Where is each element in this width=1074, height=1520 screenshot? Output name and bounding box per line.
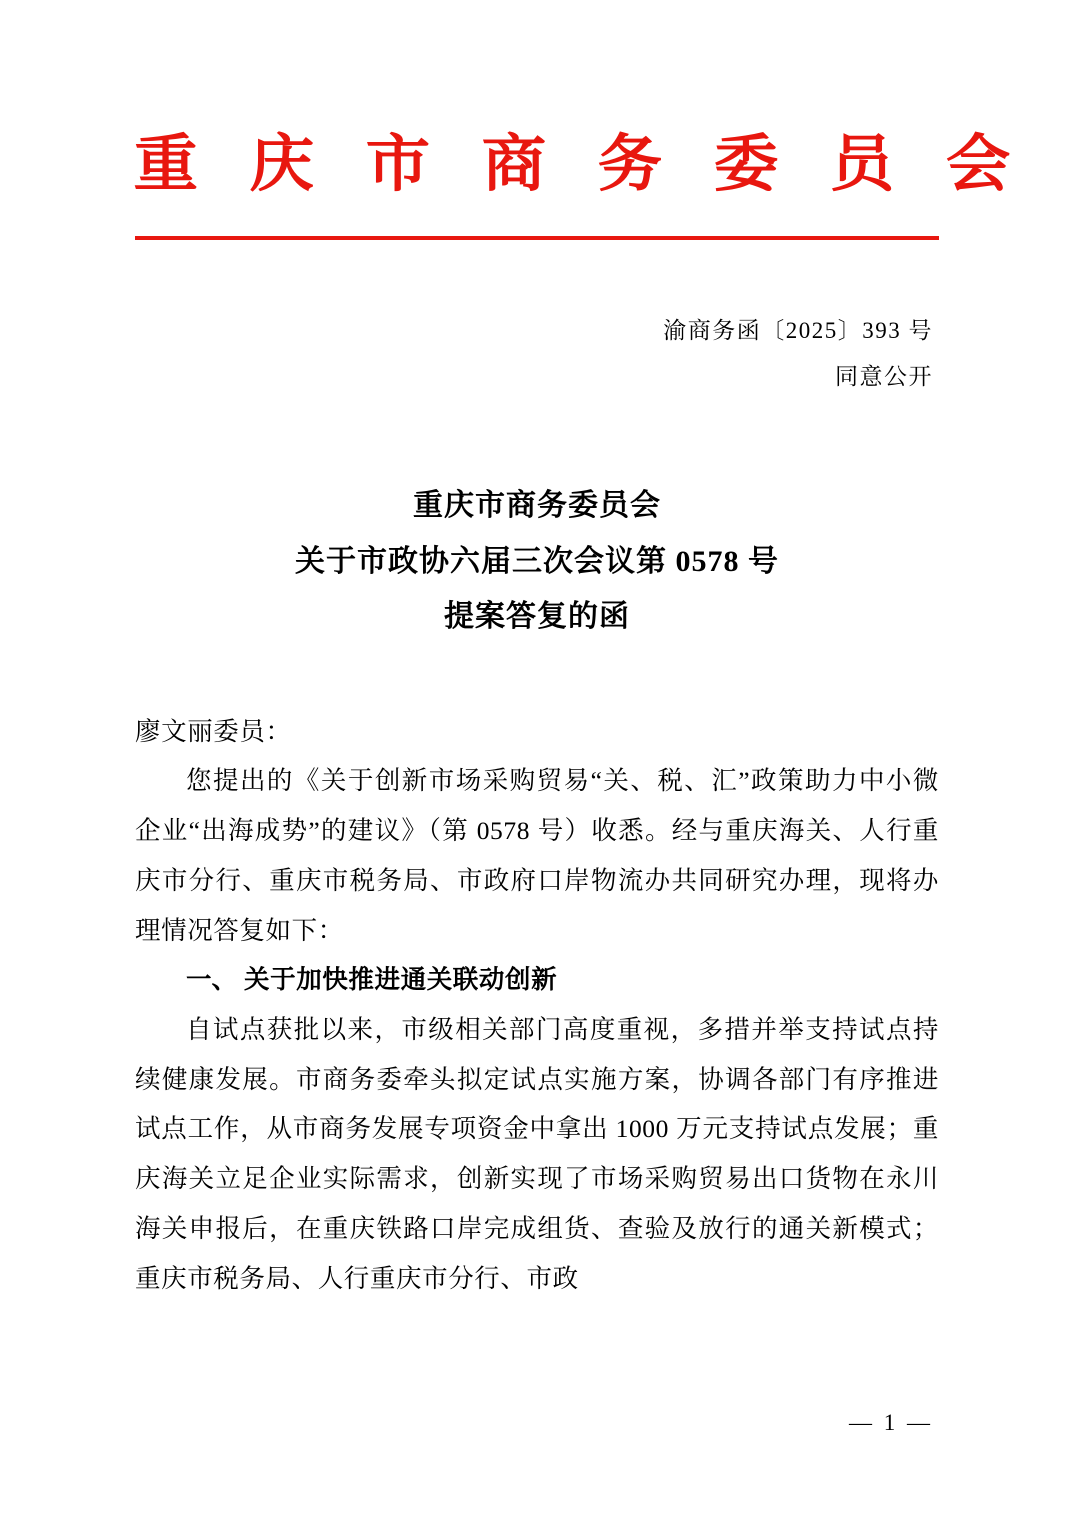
document-title-line-3: 提案答复的函: [444, 600, 630, 634]
section-heading-1-text: 关于加快推进通关联动创新: [244, 965, 558, 995]
body-paragraph-2: 自试点获批以来，市级相关部门高度重视，多措并举支持试点持续健康发展。市商务委牵头拟定试点实施方案，协调各部门有序推进试点工作，从市商务发展专项资金中拿出 1000 万元支持试点发展；重庆海关立足企业实际需求，创新实现了市场采购贸易出口货物在永川海关申报后，在重庆铁路口岸完成组货、查验及放行的通关新模式；重庆市税务局、人行重庆市分行、市政: [135, 1015, 939, 1293]
issuing-organization-title: 重 庆 市 商 务 委 员 会: [133, 127, 1025, 200]
section-heading-1: [135, 955, 939, 1005]
page-number: — 1 —: [849, 1410, 933, 1435]
letterhead: [133, 0, 1025, 240]
document-title-line-1: 重庆市商务委员会: [413, 489, 661, 523]
body-paragraph-1: 您提出的《关于创新市场采购贸易“关、税、汇”政策助力中小微企业“出海成势”的建议》（第 0578 号）收悉。经与重庆海关、人行重庆市分行、重庆市税务局、市政府口岸物流办共同研究办理，现将办理情况答复如下：: [135, 766, 939, 945]
letterhead-divider: [135, 236, 939, 240]
document-title-line-2: 关于市政协六届三次会议第 0578 号: [295, 544, 779, 578]
disclosure-status: 同意公开: [835, 364, 933, 390]
document-number: 渝商务函〔2025〕393 号: [663, 318, 933, 344]
document-number-block: [135, 308, 939, 400]
section-heading-1-number: 一、: [186, 965, 238, 995]
document-body: [135, 707, 939, 1304]
salutation: 廖文丽委员：: [135, 716, 292, 746]
document-title: [135, 478, 939, 645]
